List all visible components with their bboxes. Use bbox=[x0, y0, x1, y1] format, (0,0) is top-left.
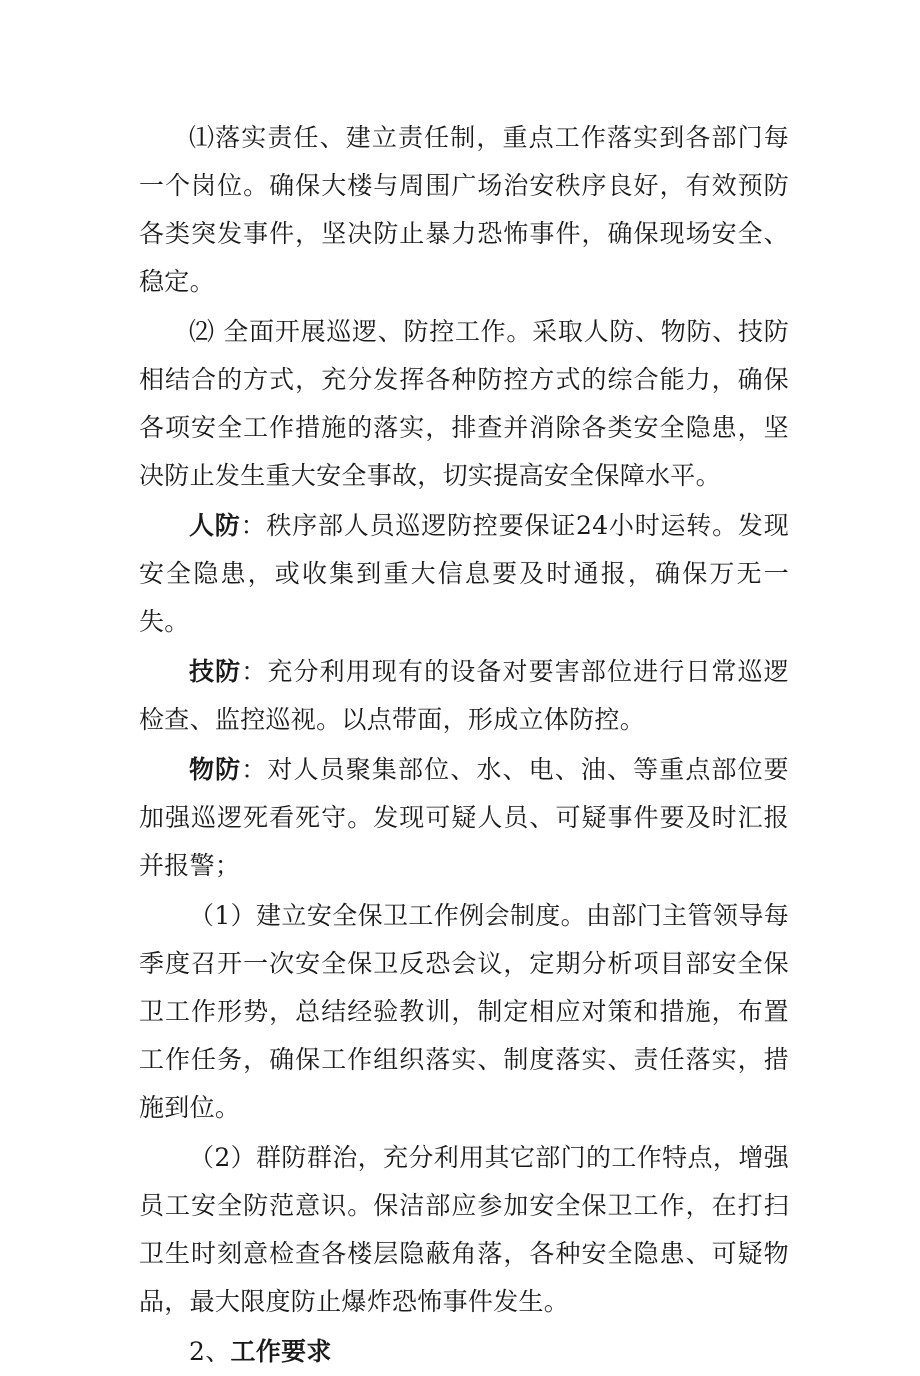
document-body bbox=[139, 114, 789, 1376]
section-title: 工作要求 bbox=[230, 1337, 332, 1366]
paragraph-lead: 人防 bbox=[189, 511, 241, 540]
paragraph-meeting-system bbox=[139, 892, 789, 1132]
paragraph-lead: 物防 bbox=[189, 755, 242, 784]
paragraph-text: ：对人员聚集部位、水、电、油、等重点部位要加强巡逻死看死守。发现可疑人员、可疑事件要及时汇报并报警； bbox=[139, 755, 789, 880]
paragraph-group-prevention bbox=[139, 1134, 789, 1326]
paragraph-responsibility bbox=[139, 114, 789, 306]
section-heading bbox=[139, 1328, 789, 1376]
section-number: 2、 bbox=[189, 1337, 231, 1366]
paragraph-text: （1）建立安全保卫工作例会制度。由部门主管领导每季度召开一次安全保卫反恐会议，定期分析项目部安全保卫工作形势，总结经验教训，制定相应对策和措施，布置工作任务，确保工作组织落实、制度落实、责任落实，措施到位。 bbox=[139, 901, 789, 1122]
paragraph-text: ：充分利用现有的设备对要害部位进行日常巡逻检查、监控巡视。以点带面，形成立体防控。 bbox=[139, 657, 789, 734]
paragraph-patrol bbox=[139, 308, 789, 500]
paragraph-physical-defense bbox=[139, 746, 789, 890]
paragraph-lead: 技防 bbox=[189, 657, 242, 686]
paragraph-tech-defense bbox=[139, 648, 789, 744]
paragraph-text: （2）群防群治，充分利用其它部门的工作特点，增强员工安全防范意识。保洁部应参加安全保卫工作，在打扫卫生时刻意检查各楼层隐蔽角落，各种安全隐患、可疑物品，最大限度防止爆炸恐怖事件发生。 bbox=[139, 1143, 789, 1316]
paragraph-human-defense bbox=[139, 502, 789, 646]
paragraph-text: ⑴落实责任、建立责任制，重点工作落实到各部门每一个岗位。确保大楼与周围广场治安秩序良好，有效预防各类突发事件，坚决防止暴力恐怖事件，确保现场安全、稳定。 bbox=[139, 123, 789, 296]
paragraph-text: ：秩序部人员巡逻防控要保证24小时运转。发现安全隐患，或收集到重大信息要及时通报，确保万无一失。 bbox=[139, 511, 789, 636]
paragraph-text: ⑵ 全面开展巡逻、防控工作。采取人防、物防、技防相结合的方式，充分发挥各种防控方式的综合能力，确保各项安全工作措施的落实，排查并消除各类安全隐患，坚决防止发生重大安全事故，切实提高安全保障水平。 bbox=[139, 317, 789, 490]
